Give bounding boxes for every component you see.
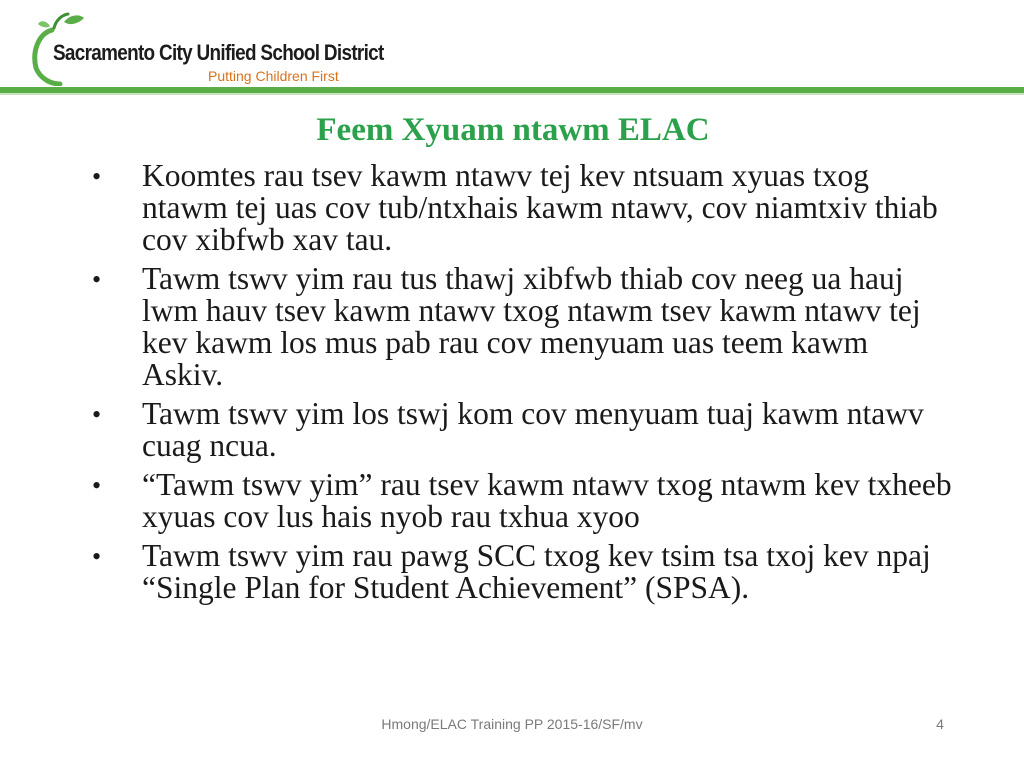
bullet-list [92, 160, 952, 611]
bullet-marker: • [92, 265, 102, 294]
slide-title: Feem Xyuam ntawm ELAC [316, 112, 710, 148]
page-number: 4 [936, 716, 944, 732]
bullet-text: “Tawm tswv yim” rau tsev kawm ntawv txog ntawm kev txheeb xyuas cov lus hais nyob rau txhua xyoo [142, 467, 952, 534]
header-divider-shadow [0, 93, 1024, 95]
slide-header [0, 0, 1024, 96]
bullet-text: Tawm tswv yim rau tus thawj xibfwb thiab cov neeg ua hauj lwm hauv tsev kawm ntawv txog ntawm tsev kawm ntawv tej kev kawm los mus pab rau cov menyuam uas teem kawm Askiv. [142, 261, 921, 392]
logo-name: Sacramento City Unified School District [53, 40, 384, 65]
bullet-marker: • [92, 162, 102, 191]
district-logo [30, 12, 384, 86]
logo-tagline: Putting Children First [208, 68, 339, 84]
bullet-marker: • [92, 542, 102, 571]
footer-text: Hmong/ELAC Training PP 2015-16/SF/mv [381, 716, 643, 732]
bullet-text: Tawm tswv yim los tswj kom cov menyuam tuaj kawm ntawv cuag ncua. [142, 396, 924, 463]
bullet-item [92, 469, 952, 533]
bullet-text: Koomtes rau tsev kawm ntawv tej kev ntsuam xyuas txog ntawm tej uas cov tub/ntxhais kawm ntawv, cov niamtxiv thiab cov xibfwb xav tau. [142, 158, 938, 257]
bullet-item [92, 398, 952, 462]
bullet-marker: • [92, 471, 102, 500]
bullet-text: Tawm tswv yim rau pawg SCC txog kev tsim tsa txoj kev npaj “Single Plan for Student Achievement” (SPSA). [142, 538, 931, 605]
bullet-item [92, 263, 952, 391]
bullet-item [92, 540, 952, 604]
bullet-item [92, 160, 952, 256]
bullet-marker: • [92, 400, 102, 429]
